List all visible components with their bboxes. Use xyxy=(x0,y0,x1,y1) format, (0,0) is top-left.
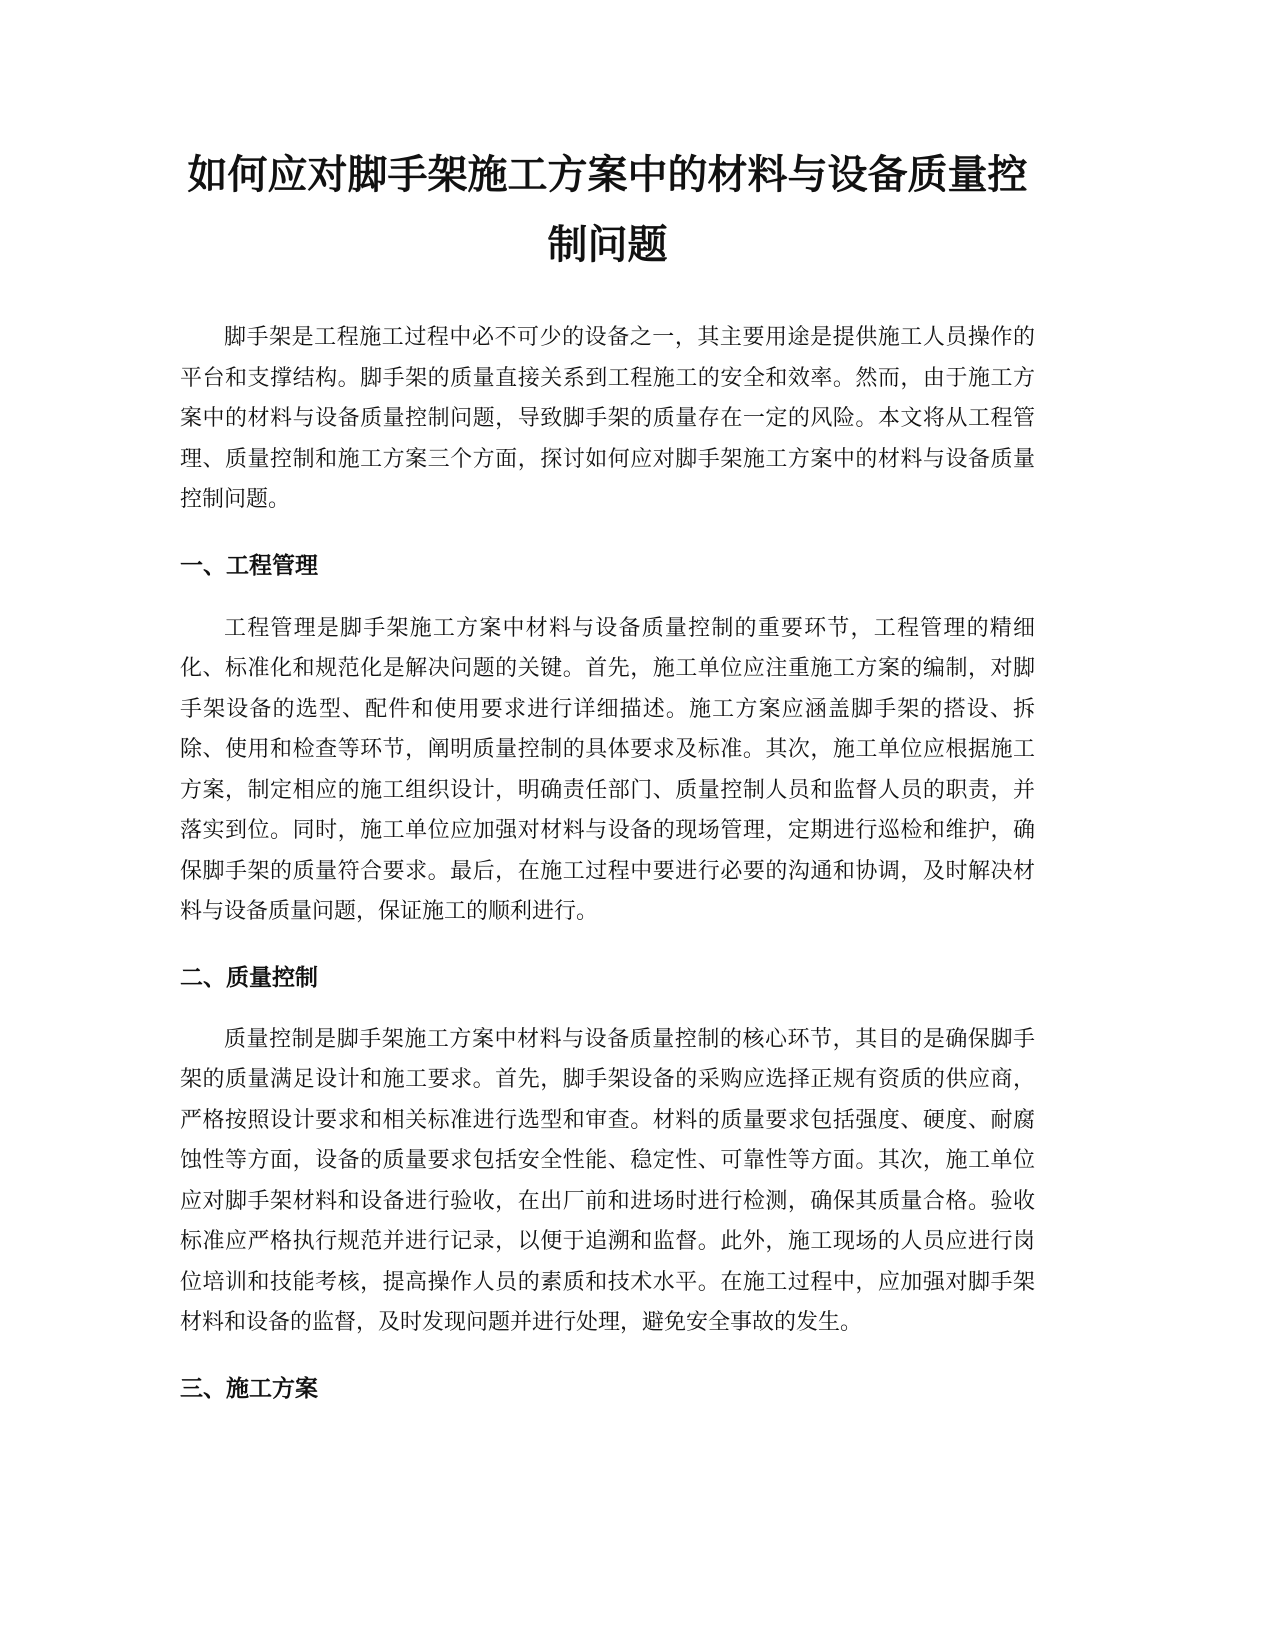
section-body-quality-control: 质量控制是脚手架施工方案中材料与设备质量控制的核心环节，其目的是确保脚手架的质量满足设计和施工要求。首先，脚手架设备的采购应选择正规有资质的供应商，严格按照设计要求和相关标准进行选型和审查。材料的质量要求包括强度、硬度、耐腐蚀性等方面，设备的质量要求包括安全性能、稳定性、可靠性等方面。其次，施工单位应对脚手架材料和设备进行验收，在出厂前和进场时进行检测，确保其质量合格。验收标准应严格执行规范并进行记录，以便于追溯和监督。此外，施工现场的人员应进行岗位培训和技能考核，提高操作人员的素质和技术水平。在施工过程中，应加强对脚手架材料和设备的监督，及时发现问题并进行处理，避免安全事故的发生。 xyxy=(180,1026,1035,1335)
section-heading-quality-control: 二、质量控制 xyxy=(180,964,318,991)
intro-paragraph: 脚手架是工程施工过程中必不可少的设备之一，其主要用途是提供施工人员操作的平台和支撑结构。脚手架的质量直接关系到工程施工的安全和效率。然而，由于施工方案中的材料与设备质量控制问题，导致脚手架的质量存在一定的风险。本文将从工程管理、质量控制和施工方案三个方面，探讨如何应对脚手架施工方案中的材料与设备质量控制问题。 xyxy=(180,325,1035,512)
document-page xyxy=(180,140,1035,1409)
section-heading-engineering-management: 一、工程管理 xyxy=(180,552,318,579)
section-heading-construction-plan: 三、施工方案 xyxy=(180,1375,318,1402)
section-body-engineering-management: 工程管理是脚手架施工方案中材料与设备质量控制的重要环节，工程管理的精细化、标准化和规范化是解决问题的关键。首先，施工单位应注重施工方案的编制，对脚手架设备的选型、配件和使用要求进行详细描述。施工方案应涵盖脚手架的搭设、拆除、使用和检查等环节，阐明质量控制的具体要求及标准。其次，施工单位应根据施工方案，制定相应的施工组织设计，明确责任部门、质量控制人员和监督人员的职责，并落实到位。同时，施工单位应加强对材料与设备的现场管理，定期进行巡检和维护，确保脚手架的质量符合要求。最后，在施工过程中要进行必要的沟通和协调，及时解决材料与设备质量问题，保证施工的顺利进行。 xyxy=(180,615,1035,924)
document-title: 如何应对脚手架施工方案中的材料与设备质量控制问题 xyxy=(187,152,1028,268)
